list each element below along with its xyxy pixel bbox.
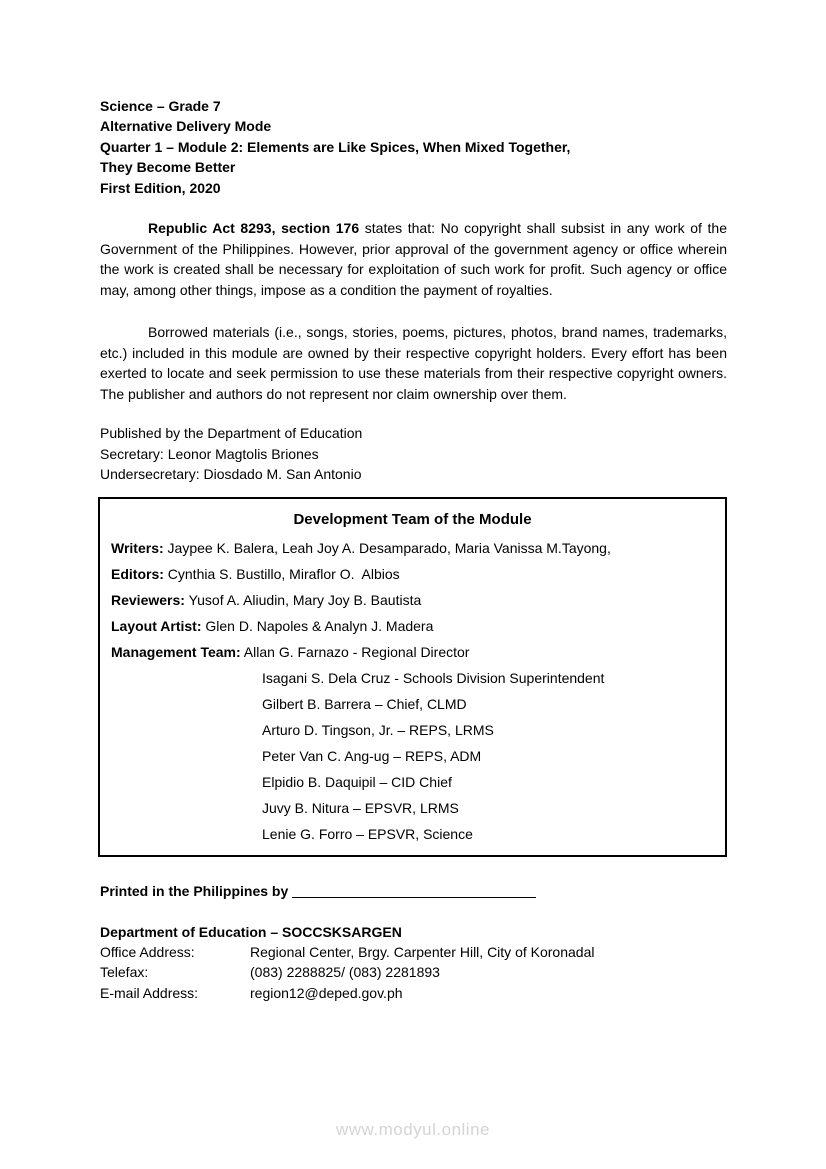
management-member: Gilbert B. Barrera – Chief, CLMD xyxy=(262,696,467,713)
printer-name-blank-line xyxy=(292,884,536,898)
published-by-line: Published by the Department of Education xyxy=(100,425,363,442)
office-address-value: Regional Center, Brgy. Carpenter Hill, City of Koronadal xyxy=(250,943,595,960)
development-team-title: Development Team of the Module xyxy=(293,511,532,529)
copyright-paragraph-1 xyxy=(100,218,727,300)
secretary-line: Secretary: Leonor Magtolis Briones xyxy=(100,445,319,462)
writers-row xyxy=(111,535,714,561)
header-line-subject: Science – Grade 7 xyxy=(100,98,221,114)
department-region-line: Department of Education – SOCCSKSARGEN xyxy=(100,923,402,940)
editors-label: Editors: xyxy=(111,566,164,583)
header-line-quarter-module: Quarter 1 – Module 2: Elements are Like Spices, When Mixed Together, xyxy=(100,138,571,155)
module-header xyxy=(100,96,727,198)
writers-value: Jaypee K. Balera, Leah Joy A. Desamparado, Maria Vanissa M.Tayong, xyxy=(167,540,611,557)
management-member: Elpidio B. Daquipil – CID Chief xyxy=(262,774,452,791)
publisher-block xyxy=(100,423,727,485)
undersecretary-line: Undersecretary: Diosdado M. San Antonio xyxy=(100,466,362,483)
writers-label: Writers: xyxy=(111,540,164,557)
office-address-label: Office Address: xyxy=(100,943,195,960)
copyright-paragraph-1-text: states that: No copyright shall subsist in any work of the Government of the Philippines. However, prior approval of the government agency or office wherein the work is created shall be necessary for exploitation of such work for profit. Such agency or office may, among other things, impose as a condition the payment of royalties. xyxy=(100,220,727,298)
management-member: Arturo D. Tingson, Jr. – REPS, LRMS xyxy=(262,722,494,739)
layout-artist-value: Glen D. Napoles & Analyn J. Madera xyxy=(205,618,434,635)
management-member: Isagani S. Dela Cruz - Schools Division Superintendent xyxy=(262,670,605,687)
management-team-row xyxy=(111,639,714,665)
copyright-paragraph-2: Borrowed materials (i.e., songs, stories, poems, pictures, photos, brand names, trademarks, etc.) included in this module are owned by their respective copyright holders. Every effort has been exerted to locate and seek permission to use these materials from their respective copyright owners. The publisher and authors do not represent nor claim ownership over them. xyxy=(100,324,727,402)
header-line-mode: Alternative Delivery Mode xyxy=(100,118,272,135)
management-team-label: Management Team: xyxy=(111,644,241,661)
page-content xyxy=(100,96,727,1003)
printed-in-philippines-line xyxy=(100,881,727,902)
management-team-value: Allan G. Farnazo - Regional Director xyxy=(243,644,470,661)
email-address-label: E-mail Address: xyxy=(100,984,199,1001)
republic-act-citation: Republic Act 8293, section 176 xyxy=(148,220,360,237)
telefax-value: (083) 2288825/ (083) 2281893 xyxy=(250,964,440,981)
development-team-box xyxy=(98,497,727,857)
telefax-label: Telefax: xyxy=(100,964,149,981)
office-address-row xyxy=(100,942,727,962)
reviewers-label: Reviewers: xyxy=(111,592,185,609)
email-address-row xyxy=(100,983,727,1003)
email-address-value: region12@deped.gov.ph xyxy=(250,984,403,1001)
management-member: Juvy B. Nitura – EPSVR, LRMS xyxy=(262,800,459,817)
site-watermark: www.modyul.online xyxy=(335,1120,490,1139)
printed-in-philippines-label: Printed in the Philippines by xyxy=(100,883,289,900)
management-member: Lenie G. Forro – EPSVR, Science xyxy=(262,826,473,843)
layout-artist-row xyxy=(111,613,714,639)
header-line-edition: First Edition, 2020 xyxy=(100,179,221,196)
editors-row xyxy=(111,561,714,587)
telefax-row xyxy=(100,962,727,982)
reviewers-row xyxy=(111,587,714,613)
reviewers-value: Yusof A. Aliudin, Mary Joy B. Bautista xyxy=(188,592,422,609)
management-member: Peter Van C. Ang-ug – REPS, ADM xyxy=(262,748,482,765)
management-team-members xyxy=(111,665,714,847)
contact-block xyxy=(100,922,727,1003)
layout-artist-label: Layout Artist: xyxy=(111,618,202,635)
header-line-title-cont: They Become Better xyxy=(100,159,236,176)
editors-value: Cynthia S. Bustillo, Miraflor O. Albios xyxy=(167,566,400,583)
